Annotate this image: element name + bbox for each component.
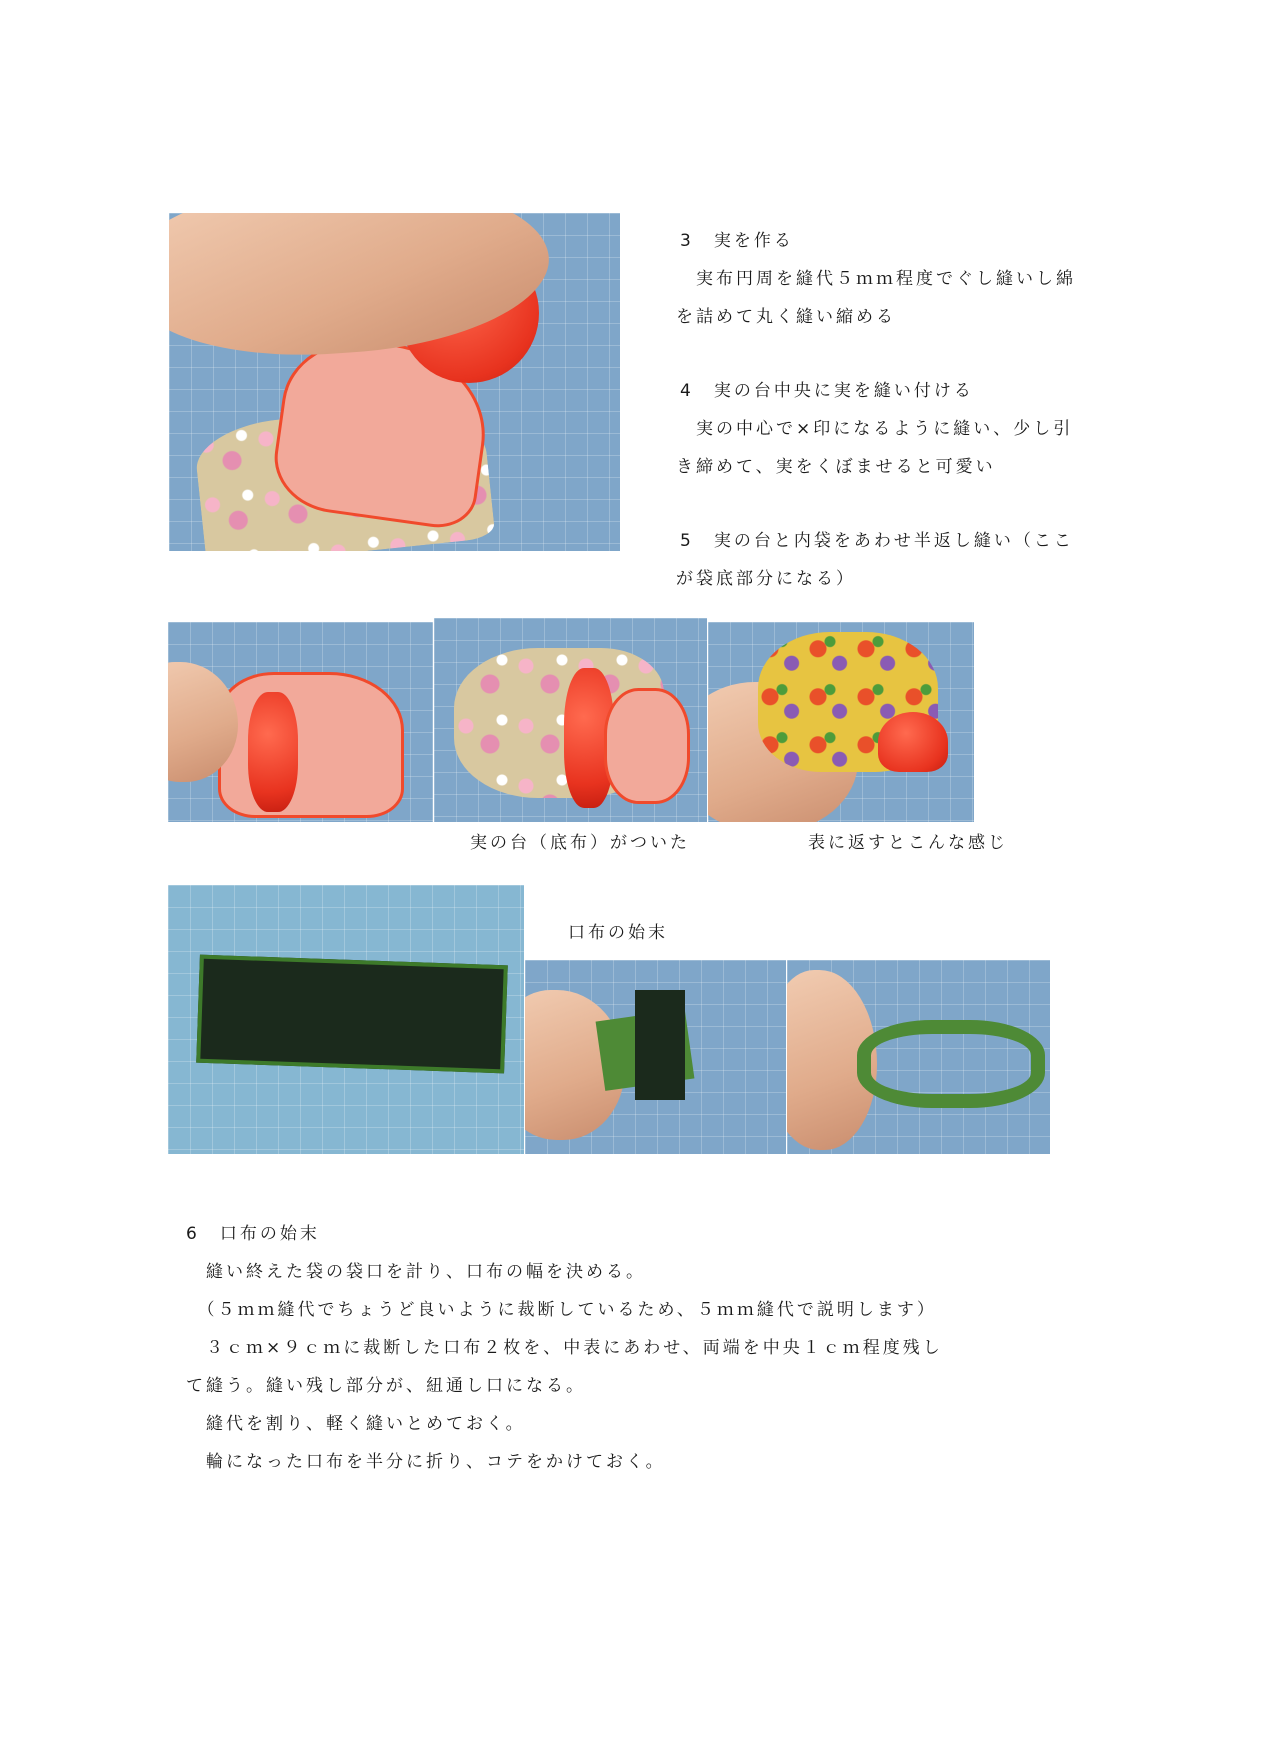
photo-mouth-fabric-flat	[168, 885, 524, 1154]
photo-turned-out	[708, 622, 974, 822]
step4-heading: 4 実の台中央に実を縫い付ける	[680, 381, 974, 401]
caption-sewn-base: 実の台（底布）がついた	[470, 833, 690, 853]
step4-line1: 実の中心で×印になるように縫い、少し引	[676, 419, 1074, 439]
step6-line4: て縫う。縫い残し部分が、紐通し口になる。	[186, 1376, 586, 1396]
step3-line2: を詰めて丸く縫い縮める	[676, 307, 896, 327]
step5-line1: が袋底部分になる）	[676, 569, 856, 589]
step6-line6: 輪になった口布を半分に折り、コテをかけておく。	[186, 1452, 666, 1472]
photo-base-attached	[434, 618, 707, 822]
step3-heading: 3 実を作る	[680, 231, 794, 251]
caption-mouth-fabric: 口布の始末	[568, 923, 668, 943]
photo-mouth-fabric-loop	[787, 960, 1050, 1154]
step5-heading: 5 実の台と内袋をあわせ半返し縫い（ここ	[680, 531, 1074, 551]
photo-mouth-fabric-sewing	[525, 960, 786, 1154]
step6-line5: 縫代を割り、軽く縫いとめておく。	[186, 1414, 526, 1434]
step6-line3: ３ｃｍ×９ｃｍに裁断した口布２枚を、中表にあわせ、両端を中央１ｃｍ程度残し	[186, 1338, 943, 1358]
step6-line1: 縫い終えた袋の袋口を計り、口布の幅を決める。	[186, 1262, 646, 1282]
photo-sewing-base	[168, 622, 433, 822]
caption-turned-out: 表に返すとこんな感じ	[808, 833, 1008, 853]
step3-line1: 実布円周を縫代５ｍｍ程度でぐし縫いし綿	[676, 269, 1076, 289]
photo-stuffing-fruit	[169, 213, 620, 551]
step6-line2: （５ｍｍ縫代でちょうど良いように裁断しているため、５ｍｍ縫代で説明します）	[186, 1300, 937, 1320]
step4-line2: き締めて、実をくぼませると可愛い	[676, 457, 996, 477]
step6-heading: 6 口布の始末	[186, 1224, 320, 1244]
